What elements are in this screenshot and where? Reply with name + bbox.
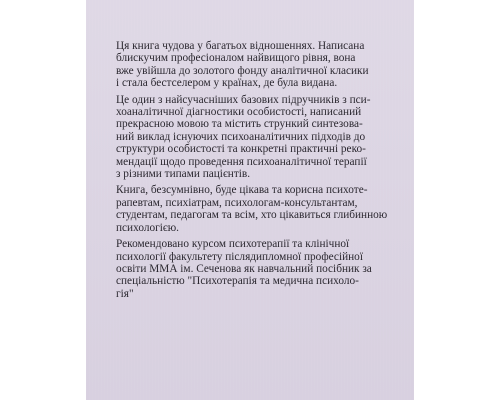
text-line: гія" xyxy=(116,287,134,300)
text-line: психологією. xyxy=(116,221,179,234)
text-line: Це один з найсучасніших базових підручників з пси- xyxy=(116,93,371,106)
text-line: хоаналітичної діагностики особистості, написаний xyxy=(116,106,362,119)
text-line: з різними типами пацієнтів. xyxy=(116,168,251,181)
text-line: блискучим професіоналом найвищого рівня, вона xyxy=(116,52,356,65)
text-line: психології факультету післядипломної професійної xyxy=(116,250,363,263)
cover-text-block xyxy=(116,40,392,304)
paragraph-description xyxy=(116,40,392,90)
text-line: студентам, педагогам та всім, хто цікавиться глибинною xyxy=(116,209,388,222)
text-line: прекрасною мовою та містить стрункий синтезова- xyxy=(116,118,363,131)
text-line: Рекомендовано курсом психотерапії та клінічної xyxy=(116,238,350,251)
text-line: освіти ММА ім. Сеченова як навчальний посібник за xyxy=(116,262,372,275)
text-line: структури особистості та конкретні практичні реко- xyxy=(116,143,366,156)
text-line: рапевтам, психіатрам, психологам-консультантам, xyxy=(116,196,358,209)
text-line: спеціальністю "Психотерапія та медична психоло- xyxy=(116,275,359,288)
paragraph-recommendation xyxy=(116,238,392,300)
text-line: мендації щодо проведення психоаналітичної терапії xyxy=(116,155,367,168)
paragraph-textbook xyxy=(116,94,392,181)
text-line: Книга, безсумнівно, буде цікава та корисна психоте- xyxy=(116,184,368,197)
text-line: і стала бестселером у країнах, де була видана. xyxy=(116,77,338,90)
paragraph-audience xyxy=(116,184,392,234)
text-line: вже увійшла до золотого фонду аналітичної класики xyxy=(116,64,369,77)
text-line: ний виклад існуючих психоаналітичних підходів до xyxy=(116,130,366,143)
text-line: Ця книга чудова у багатьох відношеннях. Написана xyxy=(116,40,365,52)
